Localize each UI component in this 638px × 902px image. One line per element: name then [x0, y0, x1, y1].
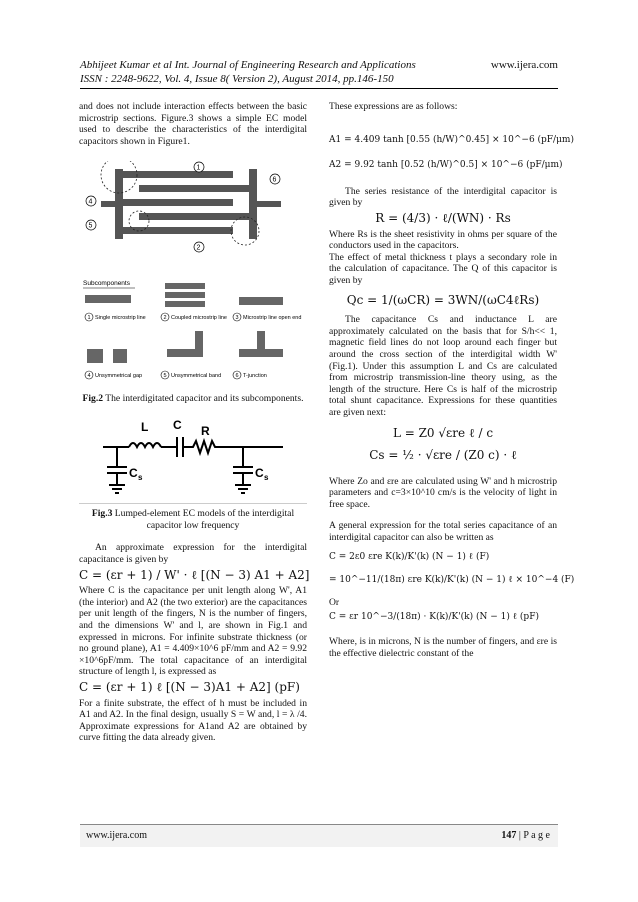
- footer-url[interactable]: www.ijera.com: [86, 830, 147, 841]
- fig2-label-unsym-band: Unsymmetrical band: [171, 373, 222, 380]
- fig2-num-2: 2: [196, 244, 201, 252]
- fig3-label-Cs-right: C: [255, 466, 264, 481]
- fig3-label-L: L: [141, 420, 149, 435]
- right-paragraph-5: The capacitance Cs and inductance L are approximately calculated on the basis that for S/h<< 1, magnetic field lines do not loop around each finger but around the cross section of the interdigital width W' (Fig.1). Under this assumption L and Cs are calculated from microstrip transmission-line theory using, as the length of the structure. Here Cs is half of the microstrip total shunt capacitance. Expressions for these quantities are given next:: [329, 314, 557, 418]
- equation-q: Qc = 1/(ωCR) = 3WN/(ωC4ℓRs): [346, 292, 540, 307]
- fig3-caption: Fig.3 Lumped-element EC models of the interdigital capacitor low frequency: [91, 508, 295, 532]
- journal-citation: Abhijeet Kumar et al Int. Journal of Engineering Research and Applications: [80, 59, 416, 71]
- equation-cs: Cs = ½ · √εre / (Z0 c) · ℓ: [369, 448, 517, 463]
- fig2-sub-num-4: 4: [87, 373, 91, 380]
- fig2-label-single-line: Single microstrip line: [95, 315, 146, 322]
- fig3-rule: [79, 503, 307, 504]
- right-paragraph-1: These expressions are as follows:: [329, 101, 458, 112]
- fig2-num-4: 4: [88, 198, 93, 206]
- fig2-sub-num-3: 3: [235, 315, 239, 322]
- equation-l: L = Z0 √εre ℓ / c: [392, 426, 494, 441]
- or-label: Or: [329, 596, 340, 608]
- fig2-label-open-end: Microstrip line open end: [243, 315, 302, 322]
- fig2-label-t-junction: T-junction: [243, 373, 267, 380]
- left-column: [79, 101, 310, 744]
- fig2-num-1: 1: [196, 164, 201, 172]
- left-paragraph-2: An approximate expression for the interdigital capacitance is given by: [79, 542, 307, 565]
- running-header: [80, 58, 558, 86]
- equation-r: R = (4/3) · ℓ/(WN) · Rs: [375, 210, 511, 225]
- left-paragraph-4: For a finite substrate, the effect of h must be included in A1 and A2. In the final design, usually S = W and, l = λ /4. Approximate expressions for A1and A2 are obtained by curve fitting the data already given.: [79, 697, 307, 744]
- fig2-sub-num-5: 5: [163, 373, 167, 380]
- fig2-subcomponents-label: Subcomponents: [83, 280, 130, 288]
- left-paragraph-1: and does not include interaction effects between the basic microstrip sections. Figure.3 shows a simple EC model used to describe the characteristics of the interdigital capacitors shown in Figure1.: [79, 101, 307, 147]
- right-paragraph-4: The effect of metal thickness t plays a secondary role in the calculation of capacitance. The Q of this capacitor is given by: [329, 251, 557, 286]
- right-paragraph-6: Where Zo and εre are calculated using W' and h microstrip parameters and c=3×10^10 cm/s is the velocity of light in free space.: [329, 475, 557, 510]
- fig3-sub-s-left: s: [138, 473, 143, 483]
- fig3-label-R: R: [201, 424, 210, 439]
- fig2-interdigital-figure: [79, 161, 307, 393]
- fig2-sub-num-1: 1: [87, 315, 91, 322]
- fig2-label-coupled-line: Coupled microstrip line: [171, 315, 227, 322]
- page-footer: [80, 824, 558, 847]
- fig3-label-Cs-left: C: [129, 466, 138, 481]
- fig3-sub-s-right: s: [264, 473, 269, 483]
- header-url[interactable]: www.ijera.com: [490, 59, 558, 71]
- equation-f3: C = εr 10^−3/(18π) · K(k)/K'(k) (N − 1) ℓ (pF): [329, 612, 539, 623]
- equation-c-total: C = (εr + 1) ℓ [(N − 3)A1 + A2] (pF): [79, 679, 300, 694]
- fig2-sub-num-2: 2: [163, 315, 167, 322]
- issn-line: ISSN : 2248-9622, Vol. 4, Issue 8( Version 2), August 2014, pp.146-150: [80, 73, 394, 85]
- equation-f2: = 10^−11/(18π) εre K(k)/K'(k) (N − 1) ℓ × 10^−4 (F): [329, 575, 575, 586]
- equation-c-unit: C = (εr + 1) / W' · ℓ [(N − 3) A1 + A2]: [79, 567, 310, 582]
- fig2-num-6: 6: [272, 176, 277, 184]
- right-column: [329, 101, 575, 659]
- fig2-sub-num-6: 6: [235, 373, 239, 380]
- fig3-ec-model-figure: [93, 413, 293, 499]
- fig3-label-C: C: [173, 418, 182, 433]
- right-paragraph-3: Where Rs is the sheet resistivity in ohms per square of the conductors used in the capacitors.: [329, 228, 557, 252]
- header-rule: [80, 88, 558, 89]
- footer-page-number: 147 | P a g e: [501, 830, 550, 841]
- fig2-label-unsym-gap: Unsymmetrical gap: [95, 373, 143, 380]
- right-paragraph-8: Where, is in microns, N is the number of fingers, and εre is the effective dielectric constant of the: [329, 636, 557, 659]
- equation-a2: A2 = 9.92 tanh [0.52 (h/W)^0.5] × 10^−6 (pF/μm): [329, 160, 563, 171]
- right-paragraph-2: The series resistance of the interdigital capacitor is given by: [329, 185, 557, 209]
- fig2-num-5: 5: [88, 222, 93, 230]
- left-paragraph-3: Where C is the capacitance per unit length along W', A1 (the interior) and A2 (the two exterior) are the capacitances per unit length of the fingers, N is the number of fingers, and the dimensions W' and l, are shown in Fig.1 and expressed in microns. For infinite substrate thickness (or no ground plane), A1 = 4.409×10^6 pF/mm and A2 = 9.92 ×10^6pF/mm. The total capacitance of an interdigital structure of length l, is expressed as: [79, 585, 307, 678]
- equation-f1: C = 2ε0 εre K(k)/K'(k) (N − 1) ℓ (F): [329, 551, 490, 562]
- equation-a1: A1 = 4.409 tanh [0.55 (h/W)^0.45] × 10^−6 (pF/μm): [329, 134, 574, 145]
- right-paragraph-7: A general expression for the total series capacitance of an interdigital capacitor can also be written as: [329, 520, 557, 544]
- fig2-caption: Fig.2 The interdigitated capacitor and its subcomponents.: [82, 393, 304, 405]
